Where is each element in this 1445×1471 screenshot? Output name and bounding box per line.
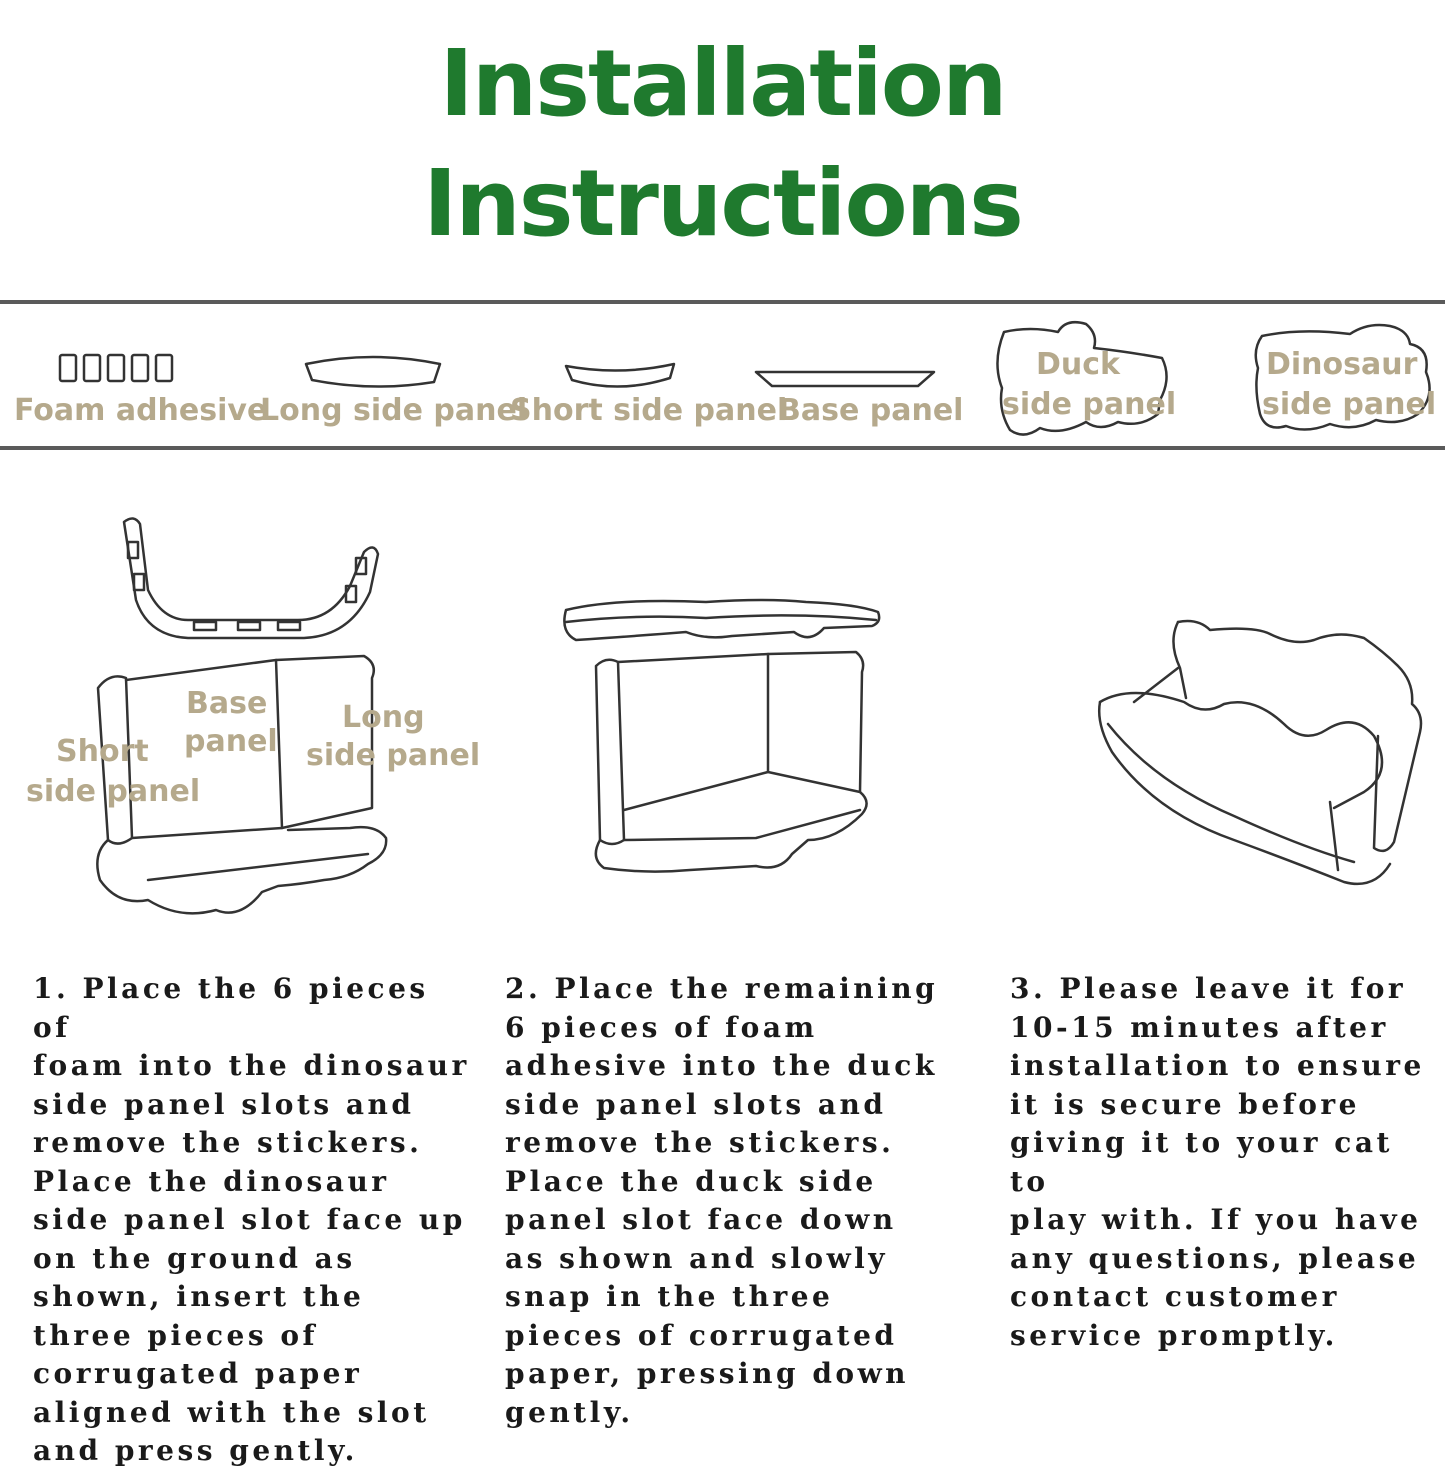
diagram-label-long-line2: side panel <box>306 738 481 773</box>
part-label-duck: Duck <box>1036 347 1120 382</box>
step-3-text: 3. Please leave it for 10-15 minutes after installation to ensure it is secure before giving it to your cat to play with. If you have any questions, please contact customer service promptly. <box>1010 972 1425 1352</box>
diagram-label-base-line1: Base <box>186 686 268 721</box>
part-label-long-side-panel: Long side panel <box>260 393 528 428</box>
long-side-panel-icon <box>300 352 446 392</box>
part-label-foam-adhesive: Foam adhesive <box>14 393 268 428</box>
part-label-dinosaur: Dinosaur <box>1266 347 1418 382</box>
diagram-label-short-line1: Short <box>56 734 149 769</box>
diagram-label-short-line2: side panel <box>26 774 201 809</box>
part-label-short-side-panel: Short side panel <box>510 393 788 428</box>
diagram-label-base-line2: panel <box>184 724 278 759</box>
step-2-text: 2. Place the remaining 6 pieces of foam adhesive into the duck side panel slots and remove the stickers. Place the duck side panel slot face down as shown and slowly snap in the three pieces of corrugated paper, pressing down gently. <box>505 972 939 1429</box>
foam-adhesive-icon <box>58 352 180 384</box>
title-line-1: Installation <box>439 30 1006 137</box>
step-3-diagram <box>1094 612 1440 892</box>
step-1-text: 1. Place the 6 pieces of foam into the dinosaur side panel slots and remove the stickers. Place the dinosaur side panel slot face up on the ground as shown, insert the three pieces of corrugated paper aligned with the slot and press gently. <box>33 972 470 1467</box>
short-side-panel-icon <box>560 358 680 394</box>
title-line-2: Instructions <box>423 150 1022 257</box>
part-label-duck-side-panel: side panel <box>1002 387 1177 422</box>
step-2-diagram <box>556 592 886 876</box>
part-label-dinosaur-side-panel: side panel <box>1262 387 1437 422</box>
base-panel-icon <box>752 366 938 390</box>
diagram-label-long-line1: Long <box>342 700 425 735</box>
part-label-base-panel: Base panel <box>778 393 964 428</box>
